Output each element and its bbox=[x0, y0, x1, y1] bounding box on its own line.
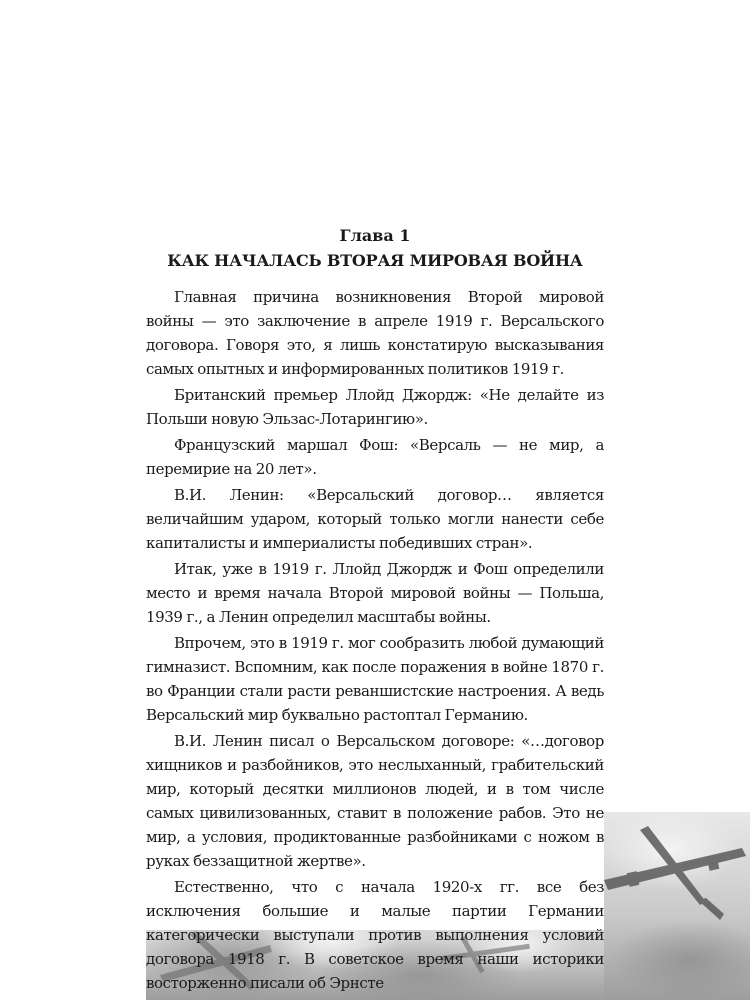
paragraph: Главная причина возникновения Второй мировой войны — это заключение в апреле 1919 г. Версальского договора. Говоря это, я лишь констатирую высказывания самых опытных и информированных политиков 1919 г. bbox=[146, 288, 604, 378]
paragraph: Естественно, что с начала 1920-х гг. все без исключения большие и малые партии Германии категорически выступали против выполнения условий договора 1918 г. В советское время наши историки восторженно писали об Эрнсте bbox=[146, 878, 604, 992]
paragraph: Французский маршал Фош: «Версаль — не мир, а перемирие на 20 лет». bbox=[146, 436, 604, 478]
book-page bbox=[146, 0, 604, 992]
paragraph: Впрочем, это в 1919 г. мог сообразить любой думающий гимназист. Вспомним, как после поражения в войне 1870 г. во Франции стали расти реваншистские настроения. А ведь Версальский мир буквально растоптал Германию. bbox=[146, 634, 604, 724]
paragraph: В.И. Ленин: «Версальский договор… является величайшим ударом, который только могли нанести себе капиталисты и империалисты победивших стран». bbox=[146, 486, 604, 552]
chapter-title: КАК НАЧАЛАСЬ ВТОРАЯ МИРОВАЯ ВОЙНА bbox=[167, 251, 583, 270]
chapter-number: Глава 1 bbox=[339, 226, 411, 245]
body-text bbox=[146, 285, 604, 995]
paragraph: Итак, уже в 1919 г. Ллойд Джордж и Фош определили место и время начала Второй мировой войны — Польша, 1939 г., а Ленин определил масштабы войны. bbox=[146, 560, 604, 626]
paragraph: Британский премьер Ллойд Джордж: «Не делайте из Польши новую Эльзас-Лотарингию». bbox=[146, 386, 604, 428]
paragraph: В.И. Ленин писал о Версальском договоре: «…договор хищников и разбойников, это неслыханный, грабительский мир, который десятки миллионов людей, и в том числе самых цивилизованных, ставит в положение рабов. Это не мир, а условия, продиктованные разбойниками с ножом в руках беззащитной жертве». bbox=[146, 732, 604, 870]
